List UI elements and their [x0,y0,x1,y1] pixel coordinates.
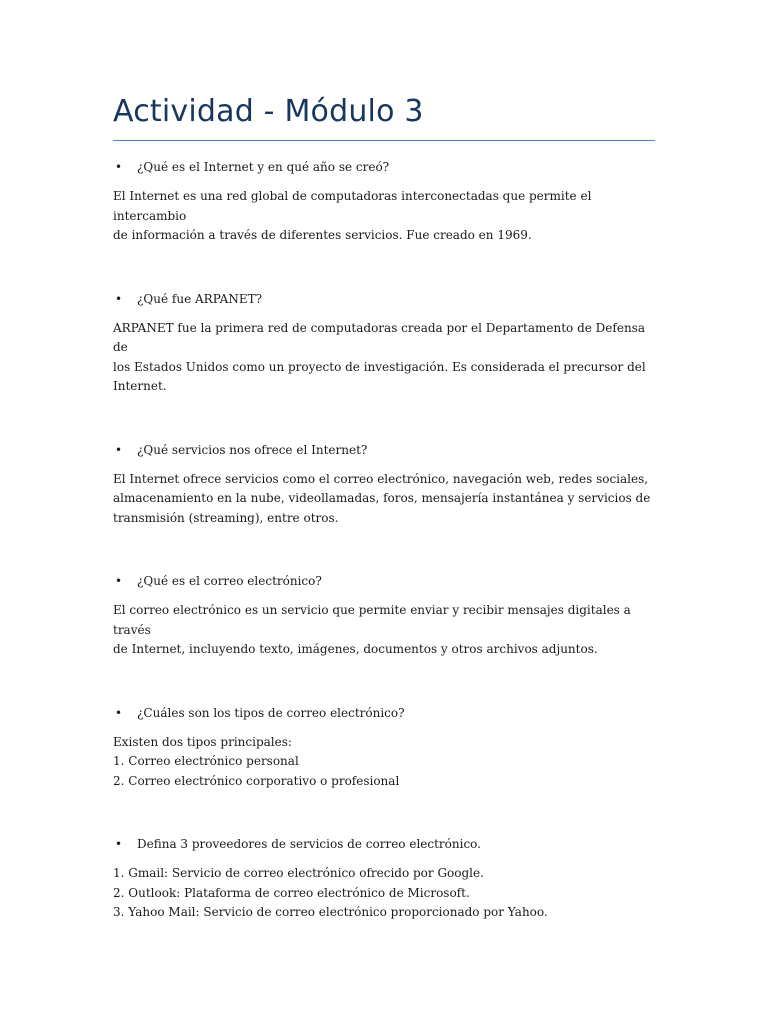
question-item [113,290,655,308]
answer-block [113,864,655,923]
answer-block [113,733,655,792]
qa-section [113,246,655,397]
question-item [113,835,655,853]
answer-line: 2. Correo electrónico corporativo o profesional [113,773,400,788]
section-spacer [113,397,655,424]
question-item [113,704,655,722]
bullet-icon: • [115,291,123,306]
answer-line: almacenamiento en la nube, videollamadas, foros, mensajería instantánea y servicios de [113,491,651,505]
bullet-icon: • [115,837,123,851]
answer-line: El correo electrónico es un servicio que permite enviar y recibir mensajes digitales a través [113,603,631,637]
answer-line: 1. Correo electrónico personal [113,754,299,768]
answer-line: de información a través de diferentes servicios. Fue creado en 1969. [113,228,532,242]
answer-line: El Internet es una red global de computadoras interconectadas que permite el intercambio [113,189,592,223]
answer-block [113,187,655,246]
question-text: ¿Qué es el correo electrónico? [137,574,322,588]
answer-line: Existen dos tipos principales: [113,734,292,749]
qa-section [113,528,655,660]
answer-line: transmisión (streaming), entre otros. [113,510,339,525]
bullet-icon: • [115,705,123,720]
qa-section [113,397,655,529]
bullet-icon: • [115,442,123,457]
question-item [113,572,655,590]
answer-block [113,470,655,529]
document-title: Actividad - Módulo 3 [113,94,424,129]
bullet-icon: • [115,574,123,588]
answer-line: 1. Gmail: Servicio de correo electrónico ofrecido por Google. [113,866,484,880]
qa-section [113,791,655,923]
section-spacer [113,791,655,818]
bullet-icon: • [115,160,123,174]
answer-line: 3. Yahoo Mail: Servicio de correo electrónico proporcionado por Yahoo. [113,905,548,919]
answer-line: los Estados Unidos como un proyecto de investigación. Es considerada el precursor del [113,359,646,374]
question-text: ¿Qué es el Internet y en qué año se creó? [137,160,390,174]
sections-container [113,158,655,923]
question-text: ¿Cuáles son los tipos de correo electrónico? [137,705,405,720]
answer-line: Internet. [113,379,167,393]
question-text: Defina 3 proveedores de servicios de correo electrónico. [137,837,481,851]
answer-line: de Internet, incluyendo texto, imágenes, documentos y otros archivos adjuntos. [113,642,598,656]
title-underline [113,140,655,141]
question-text: ¿Qué fue ARPANET? [137,291,263,306]
answer-block [113,319,655,397]
document-page [113,92,655,923]
section-spacer [113,528,655,555]
answer-line: ARPANET fue la primera red de computadoras creada por el Departamento de Defensa de [113,320,645,354]
question-text: ¿Qué servicios nos ofrece el Internet? [137,442,368,457]
answer-block [113,601,655,660]
section-spacer [113,660,655,687]
qa-section [113,158,655,246]
answer-line: 2. Outlook: Plataforma de correo electrónico de Microsoft. [113,885,470,900]
section-spacer [113,246,655,273]
question-item [113,441,655,459]
qa-section [113,660,655,792]
question-item [113,158,655,176]
answer-line: El Internet ofrece servicios como el correo electrónico, navegación web, redes sociales, [113,471,649,486]
